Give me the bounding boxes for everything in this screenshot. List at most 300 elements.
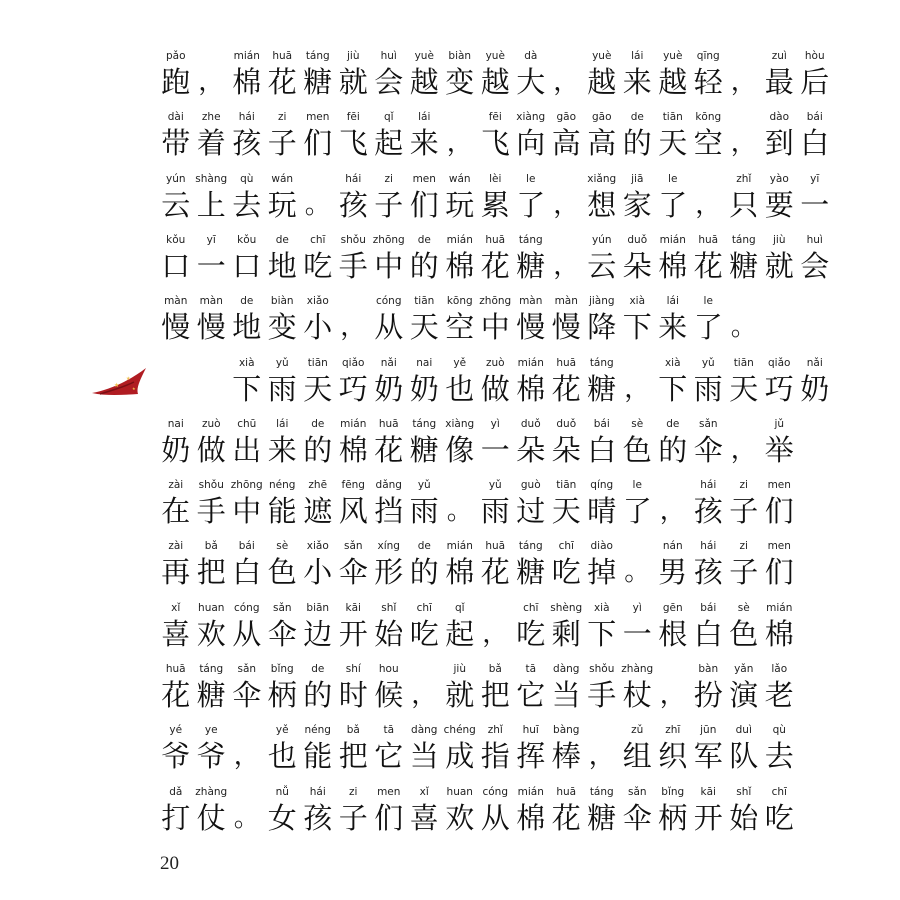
pinyin: qǐ (383, 111, 394, 124)
hanzi: 糖 (516, 555, 546, 590)
pinyin: dǎ (169, 785, 183, 798)
character-cell (655, 477, 691, 529)
character-cell (265, 293, 301, 345)
character-cell (478, 293, 514, 345)
pinyin: cóng (233, 601, 260, 614)
character-cell (442, 232, 478, 284)
hanzi: 开 (338, 616, 368, 651)
pinyin (407, 661, 443, 677)
pinyin: lǎo (771, 663, 788, 675)
character-cell (513, 538, 549, 590)
pinyin (442, 477, 478, 493)
hanzi: 来 (267, 432, 297, 467)
character-cell (549, 171, 585, 223)
character-cell (442, 477, 478, 529)
character-cell (229, 477, 265, 529)
pinyin: zhǐ (736, 172, 752, 185)
hanzi: 雨 (693, 371, 723, 406)
hanzi: 花 (161, 678, 191, 712)
pinyin: tā (383, 724, 395, 737)
character-cell (442, 784, 478, 836)
character-cell (620, 661, 656, 713)
hanzi: 伞 (267, 616, 297, 651)
character-cell (513, 784, 549, 836)
pinyin: gāo (591, 111, 612, 124)
pinyin (549, 232, 585, 248)
character-cell (194, 48, 230, 100)
hanzi: 会 (374, 65, 404, 99)
hanzi: 伞 (622, 800, 652, 835)
hanzi: 棉 (232, 65, 262, 99)
character-cell (478, 232, 514, 284)
pinyin: mián (659, 233, 686, 246)
character-cell (371, 477, 407, 529)
pinyin: hòu (804, 50, 825, 62)
pinyin: zi (739, 479, 748, 492)
character-cell (726, 722, 762, 774)
hanzi: 们 (764, 555, 794, 590)
character-cell (442, 293, 478, 345)
character-cell (584, 722, 620, 774)
character-cell (726, 661, 762, 713)
hanzi: 玩 (445, 187, 475, 222)
character-cell (265, 784, 301, 836)
character-cell (158, 171, 194, 223)
hanzi: 们 (374, 800, 404, 835)
character-cell (194, 293, 230, 345)
pinyin: xǐ (419, 785, 429, 798)
character-cell (442, 355, 478, 407)
pinyin: yǎn (734, 663, 754, 675)
pinyin: yé (169, 724, 183, 737)
character-cell (265, 538, 301, 590)
pinyin: xiǎo (306, 540, 329, 553)
pinyin: jǔ (774, 417, 785, 430)
pinyin: táng (412, 417, 437, 430)
character-cell (655, 109, 691, 161)
hanzi: 越 (658, 65, 688, 99)
character-cell (371, 416, 407, 468)
pinyin: hái (700, 479, 717, 492)
hanzi: ， (198, 67, 225, 97)
hanzi: 去 (232, 187, 262, 222)
hanzi: 棒 (551, 739, 581, 774)
character-cell (371, 109, 407, 161)
character-cell (584, 293, 620, 345)
character-cell (442, 600, 478, 652)
character-cell (442, 48, 478, 100)
hanzi: 下 (658, 371, 688, 406)
pinyin: yuè (414, 50, 434, 62)
hanzi: 扮 (693, 678, 723, 712)
character-cell (407, 48, 443, 100)
hanzi: 把 (338, 739, 368, 774)
pinyin: hou (378, 663, 399, 675)
character-cell (336, 293, 372, 345)
character-cell (620, 109, 656, 161)
pinyin: yǔ (701, 356, 715, 369)
pinyin: zhǐ (487, 724, 503, 737)
character-cell (797, 171, 833, 223)
hanzi: 轻 (693, 65, 723, 99)
pinyin: huā (698, 233, 719, 246)
character-cell (691, 784, 727, 836)
hanzi: 糖 (587, 800, 617, 835)
pinyin (726, 293, 762, 309)
pinyin: cóng (375, 295, 402, 308)
character-cell (158, 722, 194, 774)
hanzi: ， (553, 67, 580, 97)
pinyin: yuè (663, 50, 683, 62)
character-cell (194, 171, 230, 223)
hanzi: 花 (374, 432, 404, 467)
hanzi: 着 (196, 126, 226, 161)
hanzi: 要 (764, 187, 794, 222)
hanzi: ， (730, 128, 757, 159)
pinyin: qiǎo (342, 356, 365, 369)
hanzi: 到 (764, 126, 794, 161)
hanzi: ， (659, 496, 686, 527)
character-cell (762, 477, 798, 529)
hanzi: 子 (729, 555, 759, 590)
hanzi: 糖 (196, 678, 226, 712)
character-cell (194, 722, 230, 774)
pinyin: dà (524, 50, 538, 62)
hanzi: ， (411, 680, 438, 710)
hanzi: 喜 (161, 616, 191, 651)
character-cell (655, 538, 691, 590)
hanzi: 把 (480, 678, 510, 712)
hanzi: 来 (409, 126, 439, 161)
pinyin: gēn (662, 601, 683, 614)
pinyin: sǎn (272, 601, 292, 614)
hanzi: 能 (267, 494, 297, 529)
hanzi: 遮 (303, 494, 333, 529)
pinyin: huan (446, 785, 473, 798)
character-cell (194, 416, 230, 468)
pinyin: chī (310, 233, 326, 246)
hanzi: 云 (587, 248, 617, 283)
character-cell (265, 232, 301, 284)
pinyin: jiā (631, 172, 644, 185)
character-cell (300, 109, 336, 161)
character-cell (726, 48, 762, 100)
hanzi: 欢 (196, 616, 226, 651)
hanzi: 孩 (303, 800, 333, 835)
character-cell (762, 416, 798, 468)
hanzi: 地 (232, 310, 262, 345)
hanzi: 们 (409, 187, 439, 222)
character-cell (407, 477, 443, 529)
hanzi: 军 (693, 739, 723, 774)
pinyin: kōng (695, 111, 722, 124)
hanzi: 织 (658, 739, 688, 774)
hanzi: 的 (658, 432, 688, 467)
character-cell (229, 48, 265, 100)
hanzi: 奶 (374, 371, 404, 406)
pinyin: bái (238, 540, 255, 553)
pinyin: zài (168, 479, 184, 492)
character-cell (300, 784, 336, 836)
character-cell (691, 171, 727, 223)
character-cell (620, 600, 656, 652)
hanzi: 候 (374, 678, 404, 712)
hanzi: ， (659, 680, 686, 710)
pinyin: lái (418, 111, 431, 124)
character-cell (407, 784, 443, 836)
pinyin: biān (306, 601, 330, 614)
character-cell (194, 538, 230, 590)
character-cell (691, 293, 727, 345)
character-cell (265, 661, 301, 713)
hanzi: 孩 (693, 555, 723, 590)
character-cell (336, 600, 372, 652)
hanzi: 一 (480, 432, 510, 467)
hanzi: 欢 (445, 800, 475, 835)
hanzi: 花 (267, 65, 297, 99)
pinyin: dàng (553, 663, 580, 675)
hanzi: 慢 (516, 310, 546, 345)
hanzi: 向 (516, 126, 546, 161)
hanzi: 口 (161, 248, 191, 283)
hanzi: 色 (729, 616, 759, 651)
pinyin: bái (593, 417, 610, 430)
pinyin (229, 784, 265, 800)
character-cell (726, 355, 762, 407)
character-cell (336, 661, 372, 713)
character-cell (762, 661, 798, 713)
hanzi: 挡 (374, 494, 404, 529)
hanzi: 雨 (480, 494, 510, 529)
hanzi: 朵 (516, 432, 546, 467)
text-line (158, 99, 830, 161)
character-cell (371, 48, 407, 100)
character-cell (549, 48, 585, 100)
hanzi: 手 (338, 248, 368, 283)
pinyin: xiǎo (306, 295, 329, 308)
character-cell (194, 477, 230, 529)
hanzi: 巧 (764, 371, 794, 406)
character-cell (336, 171, 372, 223)
pinyin: yī (810, 172, 820, 185)
hanzi: 来 (658, 310, 688, 345)
character-cell (407, 416, 443, 468)
pinyin: màn (199, 295, 223, 308)
pinyin: shǒu (198, 479, 224, 492)
character-cell (584, 109, 620, 161)
character-cell (229, 355, 265, 407)
hanzi: 就 (338, 65, 368, 99)
hanzi: ， (233, 741, 260, 772)
pinyin: yì (632, 601, 642, 614)
character-cell (158, 109, 194, 161)
character-cell (265, 722, 301, 774)
text-line (158, 38, 830, 100)
character-cell (620, 293, 656, 345)
pinyin: huā (378, 417, 399, 430)
pinyin: biàn (270, 295, 294, 308)
hanzi: 吃 (409, 616, 439, 651)
character-cell (300, 600, 336, 652)
pinyin: chéng (443, 724, 476, 737)
pinyin: tā (525, 663, 537, 675)
character-cell (371, 232, 407, 284)
hanzi: 伞 (693, 432, 723, 467)
character-cell (726, 477, 762, 529)
character-cell (300, 48, 336, 100)
character-cell (478, 784, 514, 836)
hanzi: 子 (338, 800, 368, 835)
character-cell (620, 48, 656, 100)
pinyin: nán (662, 540, 683, 553)
hanzi: 手 (587, 678, 617, 712)
witch-hat-icon (90, 360, 150, 400)
pinyin: qíng (590, 479, 614, 492)
character-cell (158, 293, 194, 345)
pinyin: yǔ (275, 356, 289, 369)
hanzi: 糖 (409, 432, 439, 467)
pinyin: yī (206, 233, 216, 246)
character-cell (762, 784, 798, 836)
hanzi: 小 (303, 555, 333, 590)
hanzi: 小 (303, 310, 333, 345)
pinyin: zi (739, 540, 748, 553)
character-cell (620, 722, 656, 774)
hanzi: 根 (658, 616, 688, 651)
pinyin: tiān (733, 356, 754, 369)
character-cell (407, 355, 443, 407)
hanzi: 天 (658, 126, 688, 161)
character-cell (620, 784, 656, 836)
hanzi: 棉 (764, 616, 794, 651)
hanzi: 过 (516, 494, 546, 529)
pinyin: sǎn (627, 785, 647, 798)
hanzi: 在 (161, 494, 191, 529)
pinyin: yě (453, 356, 467, 369)
character-cell (194, 109, 230, 161)
pinyin: yì (490, 417, 500, 430)
character-cell (336, 109, 372, 161)
pinyin (478, 600, 514, 616)
pinyin: zuò (485, 356, 505, 369)
hanzi: 孩 (693, 494, 723, 529)
pinyin: bǎ (488, 663, 502, 675)
character-cell (620, 538, 656, 590)
pinyin: men (306, 111, 330, 124)
pinyin: de (311, 663, 325, 675)
hanzi: 高 (551, 126, 581, 161)
pinyin: de (417, 540, 431, 553)
pinyin: qù (240, 172, 254, 185)
character-cell (158, 416, 194, 468)
pinyin: táng (731, 233, 756, 246)
text-line (158, 528, 794, 590)
character-cell (726, 538, 762, 590)
pinyin: dàng (411, 724, 438, 737)
character-cell (726, 784, 762, 836)
character-cell (265, 600, 301, 652)
character-cell (691, 232, 727, 284)
pinyin (549, 171, 585, 187)
pinyin: tiān (307, 356, 328, 369)
pinyin: hái (345, 172, 362, 185)
hanzi: 的 (303, 432, 333, 467)
pinyin: yǔ (417, 479, 431, 492)
pinyin: zài (168, 540, 184, 553)
hanzi: 风 (338, 494, 368, 529)
character-cell (407, 171, 443, 223)
hanzi: 形 (374, 555, 404, 590)
pinyin: wán (448, 172, 471, 185)
hanzi: 巧 (338, 371, 368, 406)
character-cell (300, 171, 336, 223)
pinyin: nai (167, 417, 184, 430)
hanzi: 也 (445, 371, 475, 406)
pinyin: bàn (698, 663, 719, 675)
pinyin: zhe (201, 111, 221, 124)
pinyin: chū (237, 417, 257, 430)
hanzi: ， (446, 128, 473, 159)
character-cell (478, 477, 514, 529)
pinyin: ye (204, 724, 218, 737)
text-line (158, 651, 794, 713)
hanzi: 跑 (161, 65, 191, 99)
pinyin: yuè (485, 50, 505, 62)
character-cell (513, 355, 549, 407)
hanzi: 伞 (232, 678, 262, 712)
pinyin: zuò (201, 417, 221, 430)
hanzi: ， (553, 189, 580, 220)
hanzi: 中 (232, 494, 262, 529)
svg-text:★: ★ (114, 382, 120, 389)
hanzi: 。 (304, 189, 331, 220)
hanzi: 演 (729, 678, 759, 712)
pinyin: diào (590, 540, 613, 553)
pinyin: lái (276, 417, 289, 430)
pinyin: zi (384, 172, 393, 185)
hanzi: 从 (374, 310, 404, 345)
hanzi: 吃 (764, 800, 794, 835)
hanzi: 白 (800, 126, 830, 161)
hanzi: 掉 (587, 555, 617, 590)
pinyin: lái (631, 50, 644, 62)
text-line (158, 406, 794, 468)
character-cell (549, 232, 585, 284)
character-cell (762, 48, 798, 100)
hanzi: 就 (764, 248, 794, 283)
hanzi: 色 (267, 555, 297, 590)
pinyin (584, 722, 620, 738)
hanzi: 举 (764, 432, 794, 467)
pinyin: huā (485, 233, 506, 246)
hanzi: 想 (587, 187, 617, 222)
character-cell (797, 232, 833, 284)
character-cell (584, 416, 620, 468)
pinyin: sè (631, 417, 644, 430)
character-cell (762, 109, 798, 161)
pinyin: tiān (414, 295, 435, 308)
pinyin: qǐ (454, 601, 465, 614)
hanzi: 了 (693, 310, 723, 345)
hanzi: 杖 (622, 678, 652, 712)
character-cell (158, 538, 194, 590)
pinyin (229, 722, 265, 738)
hanzi: 色 (622, 432, 652, 467)
hanzi: 它 (374, 739, 404, 774)
hanzi: 越 (480, 65, 510, 99)
hanzi: 。 (446, 496, 473, 527)
hanzi: 高 (587, 126, 617, 161)
